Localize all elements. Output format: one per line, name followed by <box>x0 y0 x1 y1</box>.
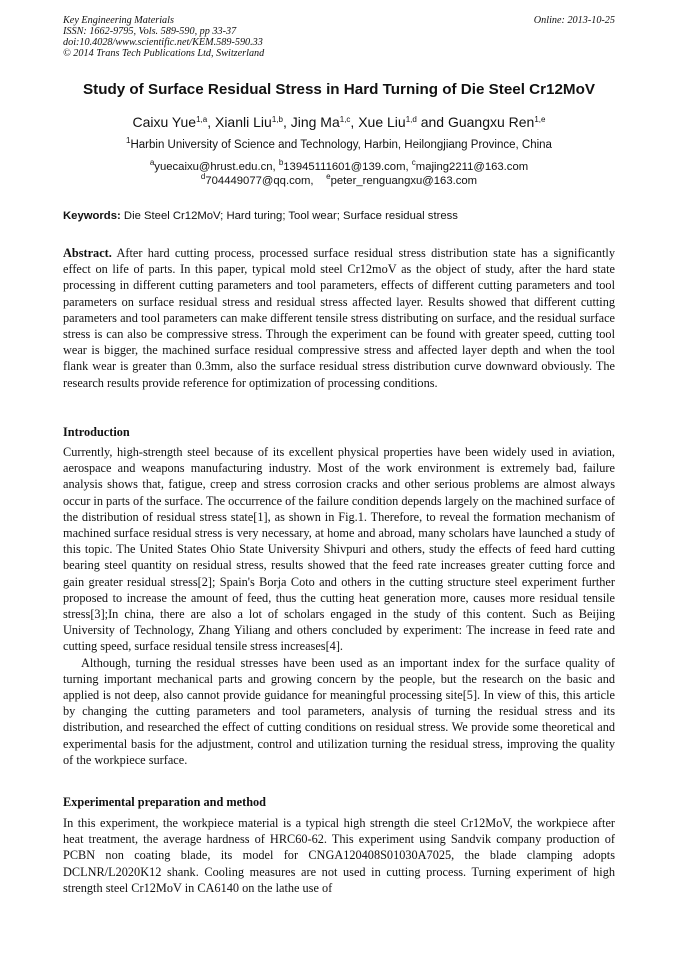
author-emails <box>30 160 648 188</box>
keywords-label: Keywords: <box>63 210 124 222</box>
email-a: yuecaixu@hrust.edu.cn, <box>154 161 279 173</box>
keywords <box>63 209 615 223</box>
author-name: Xianli Liu <box>214 114 272 130</box>
section-heading-introduction: Introduction <box>63 425 130 439</box>
email-b: 13945111601@139.com, <box>283 161 412 173</box>
email-d: 704449077@qq.com, <box>205 175 317 187</box>
author-sup: 1,e <box>534 115 546 124</box>
email-sup: e <box>326 172 331 181</box>
email-sup: a <box>149 158 155 167</box>
intro-paragraph-2: Although, turning the residual stresses have been used as an important index for the surface quality of turning important mechanical parts and growing concern by the people, but the research on the basic and applied is not deep, also cannot provide guidance for meaningful processing site[5]. In view of this, this article by changing the cutting parameters and tool parameters, analysis of turning the residual stress and its distribution, and researched the effect of cutting conditions on residual stress. We provide some theoretical and experimental basis for the adjustment, control and utilization turning the residual stress, improving the quality of the workpiece surface. <box>63 655 615 767</box>
experimental-body <box>63 815 615 896</box>
affiliation-text: Harbin University of Science and Technology, Harbin, Heilongjiang Province, China <box>130 139 552 151</box>
author-sup: 1,b <box>271 115 283 124</box>
running-header <box>63 15 615 59</box>
author-sep: and <box>416 114 448 130</box>
experimental-paragraph-1: In this experiment, the workpiece material is a typical high strength die steel Cr12MoV, the workpiece after heat treatment, the average hardness of HRC60-62. This experiment using Sandvik company production of PCBN non coating blade, its model for CNGA120408S01030A7025, the blade clamping adopts DCLNR/L2020K12 shank. Cooling measures are not used in cutting process. Turning experiment of high strength steel Cr12MoV in CA6140 on the lathe use of <box>63 816 615 895</box>
email-line-2 <box>30 174 648 188</box>
author-sup: 1,d <box>405 115 417 124</box>
online-date: Online: 2013-10-25 <box>533 15 615 26</box>
copyright: © 2014 Trans Tech Publications Ltd, Switzerland <box>63 48 265 59</box>
email-sup: d <box>200 172 206 181</box>
abstract-label: Abstract. <box>63 246 112 260</box>
abstract <box>63 245 615 391</box>
email-sup: c <box>411 158 416 167</box>
doi: doi:10.4028/www.scientific.net/KEM.589-590.33 <box>63 37 263 48</box>
author-list <box>30 113 648 131</box>
author-name: Guangxu Ren <box>447 114 535 130</box>
author-sep: , <box>282 114 291 130</box>
author-sep: , <box>350 114 359 130</box>
abstract-text: After hard cutting process, processed surface residual stress distribution state has a significantly effect on life of parts. In this paper, typical mold steel Cr12moV as the object of study, after the hard state processing in different cutting parameters and tool parameters, effects of different cutting parameters and tool parameters on surface residual stress and residual stress affected layer. Results showed that different cutting parameters and tool parameters can make different tensile stress distributing on surface, and the residual surface stress is can also be compressive stress. Through the experiment can be found with greater speed, cutting tool wear is bigger, the machined surface residual compressive stress and affected layer depth and when the tool flank wear is greater than 0.3mm, also the surface residual stress distribution curve downward obviously. The research results provide reference for optimization of processing conditions. <box>63 246 615 390</box>
keywords-text: Die Steel Cr12MoV; Hard turing; Tool wear; Surface residual stress <box>123 210 458 222</box>
email-e: peter_renguangxu@163.com <box>330 175 478 187</box>
email-line-1 <box>30 160 648 174</box>
introduction-body <box>63 444 615 768</box>
intro-paragraph-1: Currently, high-strength steel because of its excellent physical properties have been widely used in aviation, aerospace and weapons manufacturing industry. Most of the work environment is extremely bad, failure analysis shows that, fatigue, creep and stress corrosion cracks and other serious problems are almost always occur in parts of the surface. The occurrence of the failure condition depends largely on the machined surface of the distribution of residual stress state[1], as shown in Fig.1. Therefore, to reveal the formation mechanism of machined surface residual stress is very necessary, at home and abroad, many scholars have launched a study of this topic. The United States Ohio State University Shivpuri and others, study the effects of feed hard cutting bearing steel quantity on residual stress, results showed that the feed rate increases greater cutting force and gain greater residual stress[2]; Spain's Borja Coto and others in the cutting structure steel experiment further proposed to increase the amount of feed, thus the cutting heat generation more, causes more residual tensile stress[3];In china, there are also a lot of scholars engaged in the study of this content. Such as Beijing University of Technology, Zhang Yiliang and others concluded by experiment: The increase in feed rate and cutting speed, surface residual tensile stress increases[4]. <box>63 445 615 654</box>
author-sup: 1,a <box>196 115 208 124</box>
author-sup: 1,c <box>339 115 351 124</box>
affiliation <box>30 138 648 152</box>
journal-info <box>63 15 615 59</box>
author-name: Xue Liu <box>358 114 406 130</box>
author-sep: , <box>207 114 215 130</box>
issn: ISSN: 1662-9795, Vols. 589-590, pp 33-37 <box>63 26 237 37</box>
affiliation-sup: 1 <box>126 136 131 145</box>
email-sup: b <box>278 158 284 167</box>
section-heading-experimental: Experimental preparation and method <box>63 795 267 809</box>
email-c: majing2211@163.com <box>415 161 529 173</box>
author-name: Caixu Yue <box>132 114 197 130</box>
paper-title: Study of Surface Residual Stress in Hard Turning of Die Steel Cr12MoV <box>83 81 595 98</box>
author-name: Jing Ma <box>290 114 340 130</box>
journal-name: Key Engineering Materials <box>63 15 174 26</box>
